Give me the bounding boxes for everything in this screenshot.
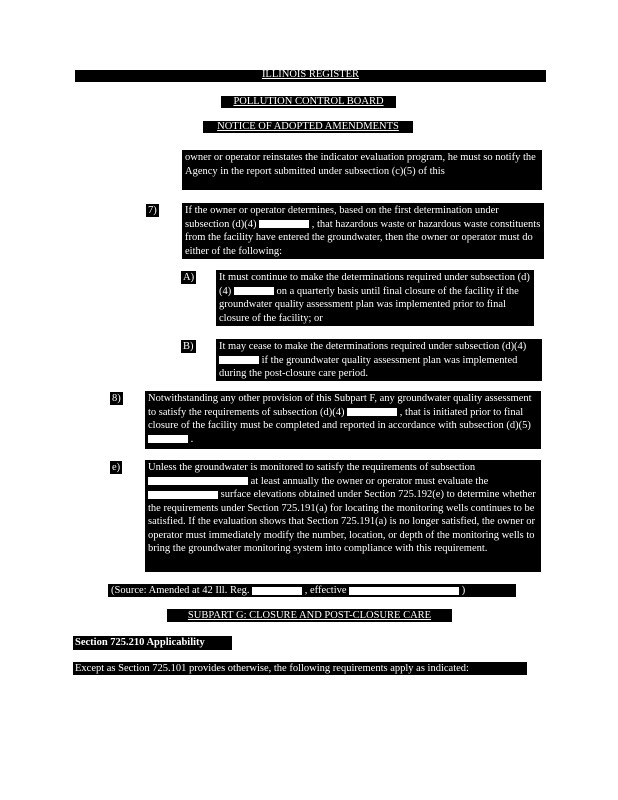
redaction-box	[259, 220, 309, 228]
item-b-text-a: It may cease to make the determinations required under subsection (d)(4)	[219, 341, 527, 352]
item-b-paragraph	[216, 339, 542, 381]
item-7-marker: 7)	[148, 205, 157, 216]
item-8-text-c: .	[190, 433, 194, 445]
source-note	[108, 584, 516, 597]
register-title-bar	[75, 70, 546, 82]
item-a-text-b: on a quarterly basis until final closure of the facility if the groundwater quality assessment plan was implemented prior to final closure of the facility; or	[219, 285, 519, 324]
redaction-box	[252, 587, 302, 595]
source-text-c: )	[461, 585, 466, 596]
redaction-box	[219, 356, 259, 364]
item-e-marker: e)	[112, 462, 121, 473]
item-7-text-a: If the owner or operator determines, based on the first determination under subsection (d)(4)	[185, 205, 499, 230]
item-8-paragraph	[145, 391, 541, 449]
item-e-text-b: at least annually the owner or operator must evaluate the	[250, 475, 489, 487]
notice-title: NOTICE OF ADOPTED AMENDMENTS	[203, 121, 413, 133]
item-a-marker: A)	[183, 272, 195, 283]
item-e-text-a: Unless the groundwater is monitored to satisfy the requirements of subsection	[148, 462, 476, 473]
item-8-marker: 8)	[112, 393, 121, 404]
item-b-text-b: if the groundwater quality assessment plan was implemented during the post-closure care period.	[219, 354, 518, 379]
board-title: POLLUTION CONTROL BOARD	[221, 96, 396, 108]
item-e-paragraph	[145, 460, 541, 572]
item-a-paragraph	[216, 270, 534, 326]
item-8-text-a: Notwithstanding any other provision of this Subpart F, any groundwater quality assessment to satisfy the requirements of subsection (d)(4)	[148, 393, 532, 418]
continuation-paragraph	[182, 150, 542, 190]
redaction-box	[349, 587, 459, 595]
item-8-text-b: , that is initiated prior to final closure of the facility must be completed and reported in accordance with subsection (d)(5)	[148, 406, 531, 431]
redaction-box	[148, 477, 248, 485]
item-a-text-a: It must continue to make the determinations required under subsection (d)(4)	[219, 272, 530, 297]
redaction-box	[347, 408, 397, 416]
subpart-heading: SUBPART G: CLOSURE AND POST-CLOSURE CARE	[167, 609, 452, 622]
redaction-box	[148, 491, 218, 499]
item-7-text-b: , that hazardous waste or hazardous waste constituents from the facility have entered the groundwater, then the owner or operator must do either of the following:	[185, 218, 541, 257]
item-b-marker: B)	[183, 341, 194, 352]
section-text: Except as Section 725.101 provides otherwise, the following requirements apply as indicated:	[73, 662, 527, 675]
redaction-box	[148, 435, 188, 443]
continuation-text: owner or operator reinstates the indicator evaluation program, he must so notify the Agency in the report submitted under subsection (c)(5) of this	[185, 152, 536, 177]
redaction-box	[234, 287, 274, 295]
source-text-b: , effective	[304, 585, 347, 596]
section-title: Section 725.210 Applicability	[73, 636, 232, 650]
item-e-text-c: surface elevations obtained under Section 725.192(e) to determine whether the requirements under Section 725.191(a) for locating the monitoring wells continues to be satisfied. If the evaluation shows that Section 725.191(a) is no longer satisfied, the owner or operator must immediately modify the number, location, or depth of the monitoring wells to bring the groundwater monitoring system into compliance with this requirement.	[148, 489, 536, 554]
source-text-a: (Source: Amended at 42 Ill. Reg.	[111, 585, 250, 596]
register-title: ILLINOIS REGISTER	[261, 69, 360, 80]
item-7-paragraph	[182, 203, 544, 259]
